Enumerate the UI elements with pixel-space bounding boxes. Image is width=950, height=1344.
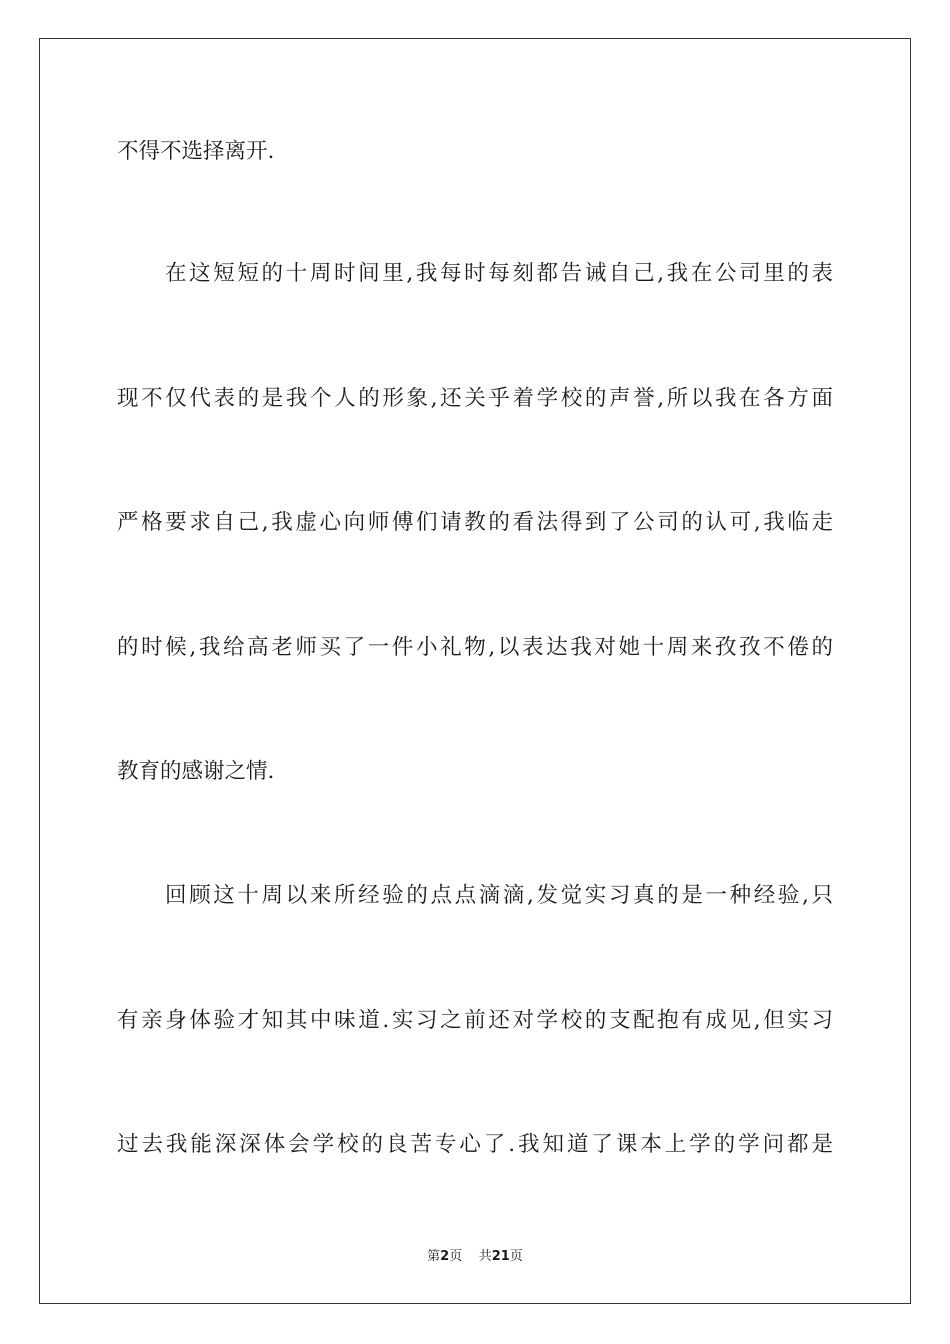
footer-total-suffix: 页 (509, 1249, 523, 1264)
footer-page-number: 2 (440, 1249, 450, 1264)
footer-total-pages: 21 (491, 1249, 510, 1264)
text-line-1: 不得不选择离开. (117, 139, 275, 164)
text-line-5: 的时候,我给高老师买了一件小礼物,以表达我对她十周来孜孜不倦的 (117, 635, 833, 660)
footer-page-prefix: 第 (427, 1249, 441, 1264)
page-footer (0, 1249, 950, 1265)
text-line-8: 有亲身体验才知其中味道.实习之前还对学校的支配抱有成见,但实习 (117, 1008, 833, 1033)
text-line-2: 在这短短的十周时间里,我每时每刻都告诫自己,我在公司里的表 (165, 261, 833, 286)
text-line-3: 现不仅代表的是我个人的形象,还关乎着学校的声誉,所以我在各方面 (117, 386, 833, 411)
page-border (39, 38, 911, 1304)
text-line-7: 回顾这十周以来所经验的点点滴滴,发觉实习真的是一种经验,只 (165, 883, 833, 908)
text-line-6: 教育的感谢之情. (117, 759, 275, 784)
footer-total-prefix: 共 (478, 1249, 492, 1264)
text-line-4: 严格要求自己,我虚心向师傅们请教的看法得到了公司的认可,我临走 (117, 510, 833, 535)
footer-page-suffix: 页 (449, 1249, 463, 1264)
text-line-9: 过去我能深深体会学校的良苦专心了.我知道了课本上学的学问都是 (117, 1132, 833, 1157)
